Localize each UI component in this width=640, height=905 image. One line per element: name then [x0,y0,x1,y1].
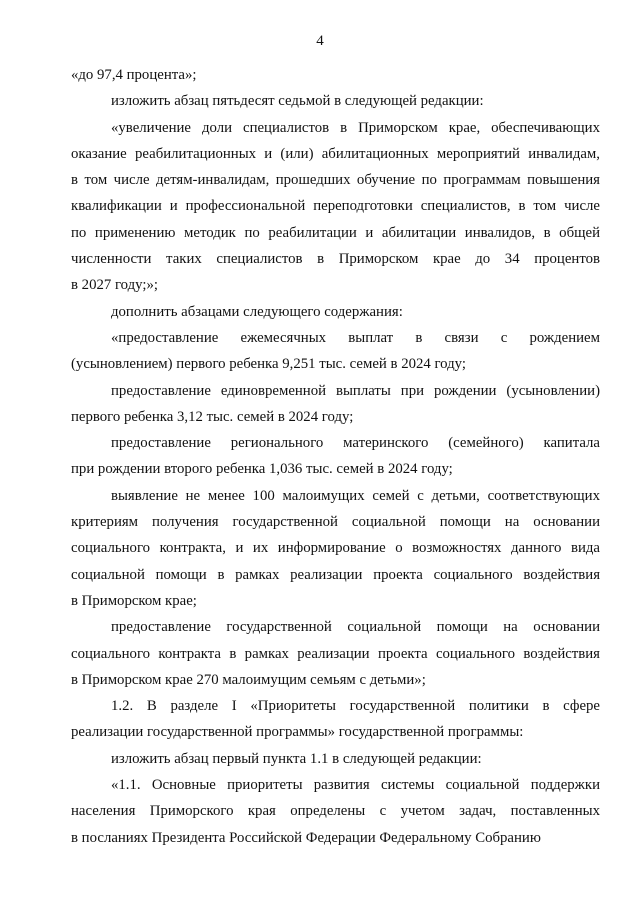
paragraph-line: «до 97,4 процента»; [71,67,197,83]
page-number: 4 [316,33,324,49]
paragraph-line: социальной помощи в рамках реализации проекта социального воздействия [71,566,600,583]
paragraph-line: социального контракта в рамках реализации проекта социального воздействия [71,645,600,662]
paragraph-line: первого ребенка 3,12 тыс. семей в 2024 году; [71,408,354,425]
paragraph-line: (усыновлением) первого ребенка 9,251 тыс. семей в 2024 году; [71,356,466,373]
paragraph-line: дополнить абзацами следующего содержания: [111,303,403,320]
paragraph [71,430,600,483]
paragraph-line: изложить абзац первый пункта 1.1 в следующей редакции: [111,750,482,767]
paragraph-line: реализации государственной программы» государственной программы: [71,724,524,741]
paragraph-line: критериям получения государственной социальной помощи на основании [71,514,600,531]
paragraph-line: предоставление единовременной выплаты при рождении (усыновлении) [111,382,600,399]
paragraph [71,378,600,431]
paragraph [71,693,600,746]
paragraph [71,614,600,693]
paragraph [71,299,600,325]
paragraph-line: квалификации и профессиональной переподготовки специалистов, в том числе [71,198,600,215]
document-body [71,62,600,851]
paragraph-line: населения Приморского края определены с учетом задач, поставленных [71,803,600,820]
paragraph-line: при рождении второго ребенка 1,036 тыс. семей в 2024 году; [71,461,453,478]
paragraph-line: численности таких специалистов в Приморском крае до 34 процентов [71,251,600,268]
paragraph [71,115,600,299]
paragraph-line: «1.1. Основные приоритеты развития системы социальной поддержки [111,777,600,794]
paragraph-line: в том числе детям-инвалидам, прошедших обучение по программам повышения [71,172,600,189]
paragraph-line: в Приморском крае; [71,592,197,609]
paragraph-line: изложить абзац пятьдесят седьмой в следующей редакции: [111,93,484,110]
paragraph-line: в посланиях Президента Российской Федерации Федеральному Собранию [71,829,541,846]
paragraph [71,746,600,772]
paragraph-line: социального контракта, и их информирование о возможностях данного вида [71,540,600,557]
paragraph-line: предоставление регионального материнского (семейного) капитала [111,435,600,452]
paragraph-line: оказание реабилитационных и (или) абилитационных мероприятий инвалидам, [71,145,600,162]
paragraph [71,62,600,88]
paragraph-line: «предоставление ежемесячных выплат в связи с рождением [111,329,600,346]
paragraph [71,325,600,378]
paragraph [71,88,600,114]
paragraph [71,483,600,614]
paragraph-line: предоставление государственной социальной помощи на основании [111,619,600,636]
paragraph-line: 1.2. В разделе I «Приоритеты государственной политики в сфере [111,698,600,715]
paragraph [71,772,600,851]
paragraph-line: по применению методик по реабилитации и абилитации инвалидов, в общей [71,224,600,241]
paragraph-line: выявление не менее 100 малоимущих семей с детьми, соответствующих [111,487,600,504]
paragraph-line: в Приморском крае 270 малоимущим семьям с детьми»; [71,671,426,688]
paragraph-line: в 2027 году;»; [71,277,159,294]
paragraph-line: «увеличение доли специалистов в Приморском крае, обеспечивающих [111,119,600,136]
